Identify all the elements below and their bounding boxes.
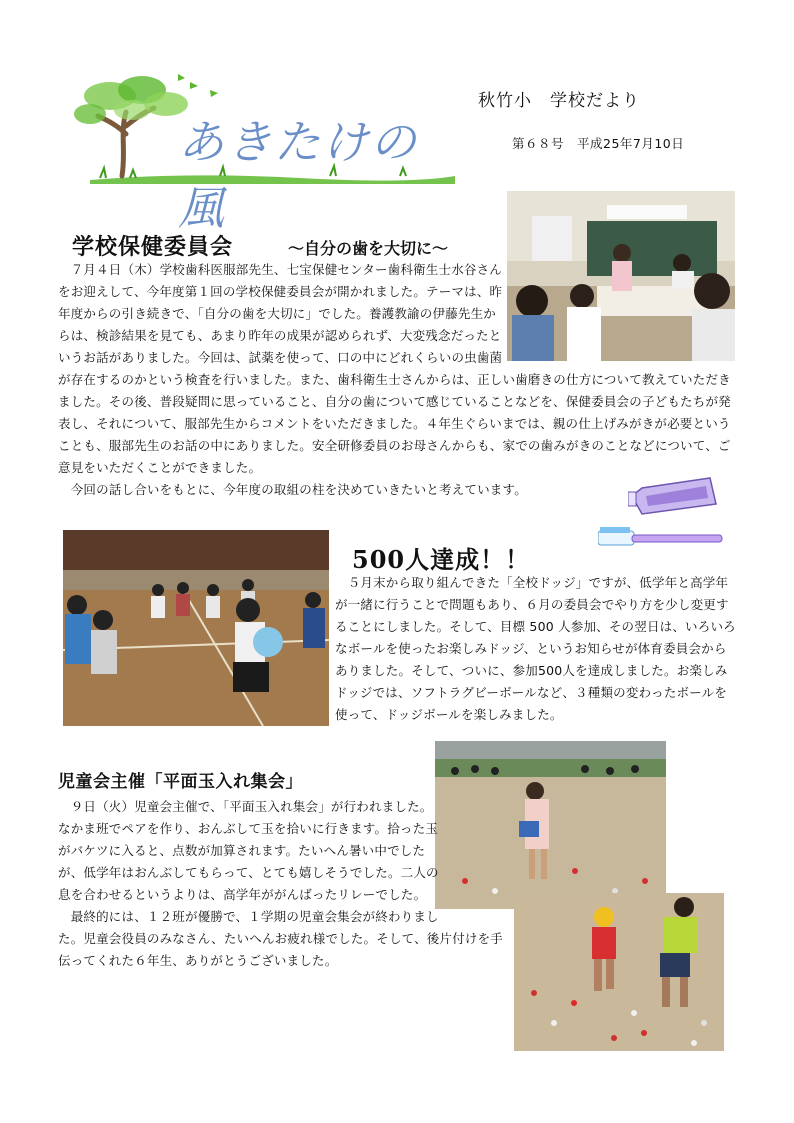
article1-paragraph: ７月４日（木）学校歯科医服部先生、七宝保健センター歯科衛生士水谷さんをお迎えして、今年度第１回の学校保健委員会が開かれました。テーマは、昨年度からの引き続きで、「自分の歯を大切に」でした。養護教諭の伊藤先生からは、検診結果を見ても、あまり昨年の成果が認められず、大変残念だったというお話がありました。今回は、試薬を使って、口の中にどれくらいの虫歯菌が存在するのかという検査を行いました。また、歯科衛生士さんからは、正しい歯磨きの仕方について教えていただきました。その後、普段疑問に思っていること、自分の歯について感じていることなどを、保健委員会の子どもたちが発表し、それについて、服部先生からコメントをいただきました。４年生ぐらいまでは、親の仕上げみがきが必要ということも、服部先生のお話の中にありました。安全研修委員のお母さんからも、家での歯みがきのことなどについて、ご意見をいただくことができました。 xyxy=(58,262,731,475)
article3-float-spacer xyxy=(440,796,504,914)
masthead-title: あきたけの風 xyxy=(178,115,418,235)
article1-float-spacer xyxy=(504,259,736,367)
tama-ire-photo-2 xyxy=(514,893,724,1051)
school-newsletter-label: 秋竹小 学校だより xyxy=(478,91,640,111)
article1-subtitle: ～自分の歯を大切に～ xyxy=(288,239,449,258)
issue-info: 第６８号 平成25年7月10日 xyxy=(512,136,685,151)
article2-title: 500人達成！！ xyxy=(352,545,531,574)
article2-paragraph: ５月末から取り組んできた「全校ドッジ」ですが、低学年と高学年が一緒に行うことで問題もあり、６月の委員会でやり方を少し変更することにしました。そして、目標 500 人参加、その翌日は、いろいろなボールを使ったお楽しみドッジ、というお知らせが体育委員会からありました。そして、ついに、参加500人を達成しました。お楽しみドッジでは、ソフトラグビーボールなど、３種類の変わったボールを使って、ドッジボールを楽しみました。 xyxy=(335,575,736,722)
toothbrush-icon xyxy=(598,525,724,553)
masthead-logo xyxy=(70,72,460,235)
article2-body xyxy=(335,572,738,726)
article3-body xyxy=(58,796,504,972)
article3-paragraph: 最終的には、１２班が優勝で、１学期の児童会集会が終わりました。児童会役員のみなさん、たいへんお疲れ様でした。そして、後片付けを手伝ってくれた６年生、ありがとうございました。 xyxy=(58,909,504,968)
article1-title: 学校保健委員会 xyxy=(72,235,234,260)
article1-paragraph: 今回の話し合いをもとに、今年度の取組の柱を決めていきたいと考えています。 xyxy=(58,482,527,497)
article3-title: 児童会主催「平面玉入れ集会」 xyxy=(58,772,303,792)
dodgeball-gym-photo xyxy=(63,530,329,726)
toothpaste-icon xyxy=(628,474,720,524)
article3-paragraph: ９日（火）児童会主催で、「平面玉入れ集会」が行われました。なかま班でペアを作り、おんぶして玉を拾いに行きます。拾った玉がバケツに入ると、点数が加算されます。たいへん暑い中でしたが、低学年はおんぶしてもらって、とても嬉しそうでした。二人の息を合わせるというよりは、高学年ががんばったリレーでした。 xyxy=(58,799,439,902)
article1-body xyxy=(58,259,736,501)
